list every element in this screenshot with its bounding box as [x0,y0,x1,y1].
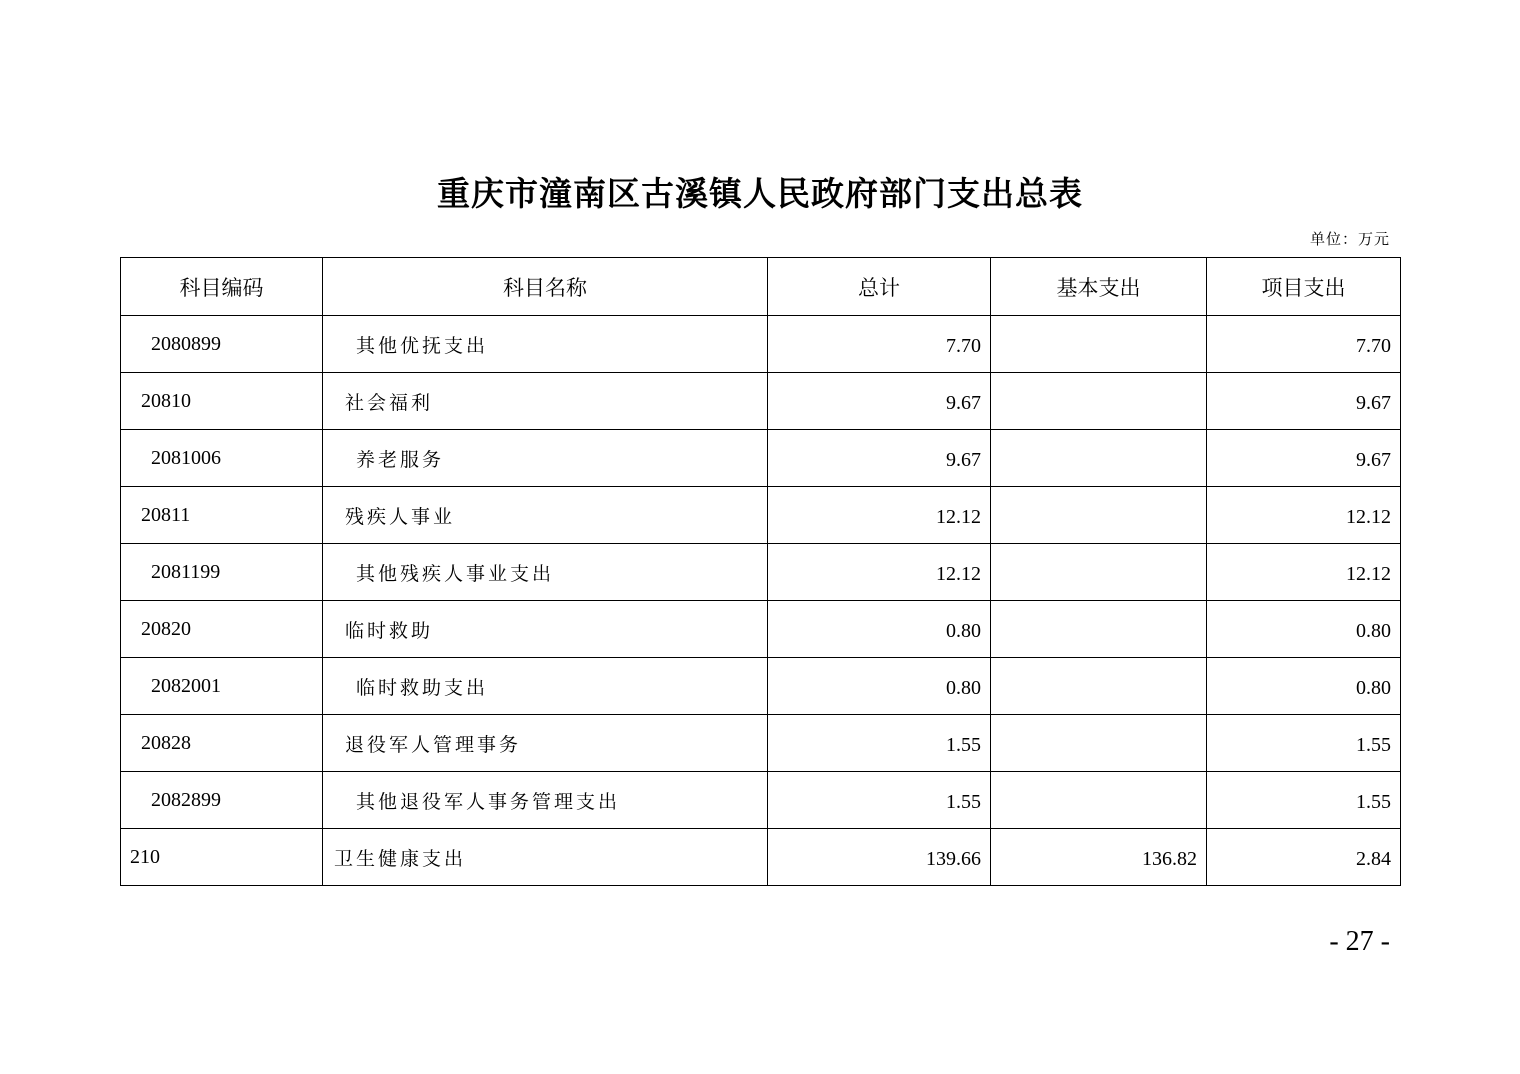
basic-cell [991,487,1207,544]
expense-table [120,257,1401,886]
header-basic: 基本支出 [991,258,1207,316]
total-cell: 1.55 [768,772,991,829]
project-cell: 0.80 [1207,601,1401,658]
table-row [121,658,1401,715]
table-row [121,430,1401,487]
project-cell: 7.70 [1207,316,1401,373]
code-cell: 2082899 [121,772,323,829]
name-cell: 其他优抚支出 [323,316,768,373]
code-cell: 20828 [121,715,323,772]
project-cell: 9.67 [1207,373,1401,430]
page-title: 重庆市潼南区古溪镇人民政府部门支出总表 [437,174,1083,213]
table-row [121,772,1401,829]
name-cell: 残疾人事业 [323,487,768,544]
unit-label: 单位：万元 [1309,230,1390,248]
table-row [121,487,1401,544]
project-cell: 1.55 [1207,772,1401,829]
total-cell: 12.12 [768,487,991,544]
total-cell: 7.70 [768,316,991,373]
basic-cell [991,658,1207,715]
total-cell: 9.67 [768,430,991,487]
project-cell: 12.12 [1207,544,1401,601]
header-total: 总计 [768,258,991,316]
basic-cell [991,772,1207,829]
name-cell: 其他退役军人事务管理支出 [323,772,768,829]
code-cell: 2081199 [121,544,323,601]
project-cell: 9.67 [1207,430,1401,487]
code-cell: 2082001 [121,658,323,715]
name-cell: 其他残疾人事业支出 [323,544,768,601]
header-project: 项目支出 [1207,258,1401,316]
basic-cell: 136.82 [991,829,1207,886]
basic-cell [991,544,1207,601]
basic-cell [991,601,1207,658]
name-cell: 养老服务 [323,430,768,487]
page-number: - 27 - [1329,926,1390,957]
table-row [121,829,1401,886]
name-cell: 退役军人管理事务 [323,715,768,772]
table-row [121,601,1401,658]
basic-cell [991,430,1207,487]
table-row [121,316,1401,373]
code-cell: 20820 [121,601,323,658]
project-cell: 12.12 [1207,487,1401,544]
total-cell: 9.67 [768,373,991,430]
project-cell: 0.80 [1207,658,1401,715]
basic-cell [991,715,1207,772]
basic-cell [991,316,1207,373]
table-row [121,715,1401,772]
table-header-row [121,258,1401,316]
project-cell: 2.84 [1207,829,1401,886]
code-cell: 2080899 [121,316,323,373]
name-cell: 卫生健康支出 [323,829,768,886]
basic-cell [991,373,1207,430]
code-cell: 20811 [121,487,323,544]
total-cell: 1.55 [768,715,991,772]
code-cell: 2081006 [121,430,323,487]
total-cell: 0.80 [768,658,991,715]
project-cell: 1.55 [1207,715,1401,772]
header-code: 科目编码 [121,258,323,316]
header-name: 科目名称 [323,258,768,316]
name-cell: 社会福利 [323,373,768,430]
total-cell: 12.12 [768,544,991,601]
name-cell: 临时救助 [323,601,768,658]
total-cell: 0.80 [768,601,991,658]
code-cell: 210 [121,829,323,886]
name-cell: 临时救助支出 [323,658,768,715]
total-cell: 139.66 [768,829,991,886]
code-cell: 20810 [121,373,323,430]
table-row [121,544,1401,601]
table-row [121,373,1401,430]
